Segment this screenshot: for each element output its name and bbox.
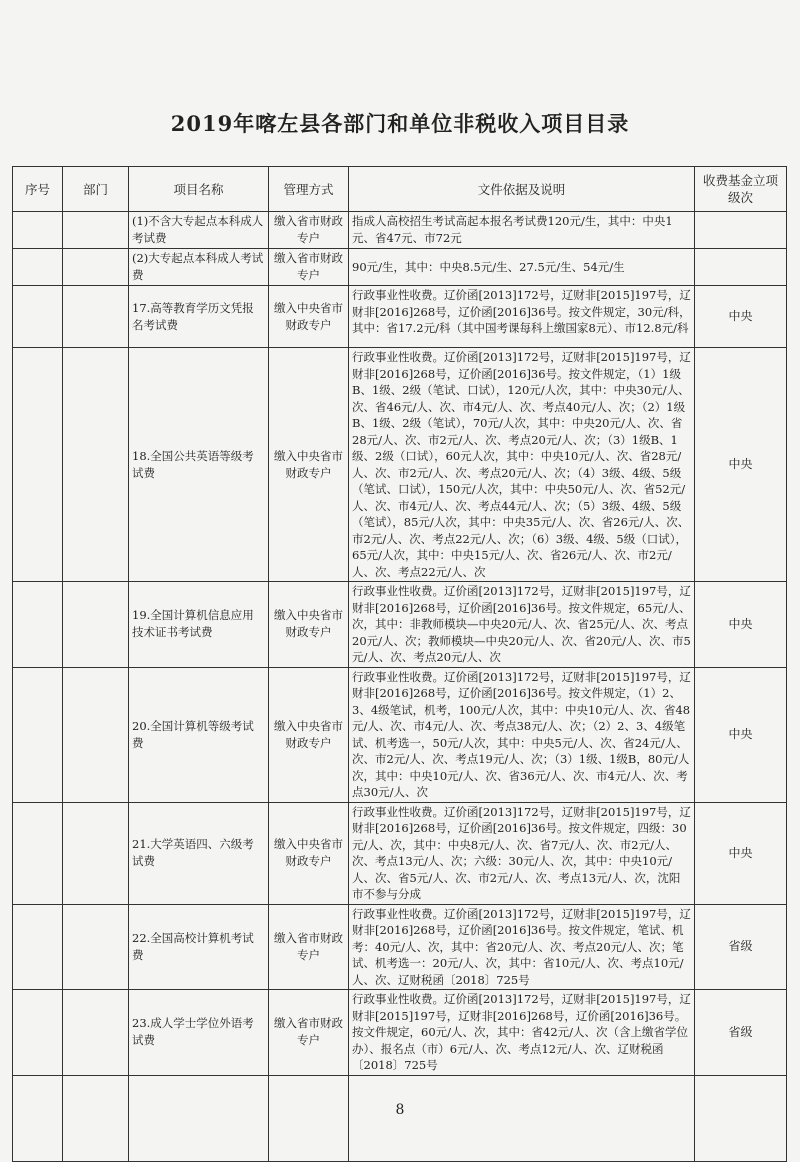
cell-level: 中央 xyxy=(695,348,787,582)
cell-level xyxy=(695,212,787,249)
page-number: 8 xyxy=(395,1102,405,1118)
cell-mgmt: 缴入中央省市财政专户 xyxy=(269,667,349,802)
table-row xyxy=(13,348,787,582)
cell-name: 22.全国高校计算机考试费 xyxy=(129,904,269,990)
header-doc: 文件依据及说明 xyxy=(349,167,695,212)
table-row xyxy=(13,212,787,249)
table-row xyxy=(13,582,787,668)
cell-name: 21.大学英语四、六级考试费 xyxy=(129,802,269,904)
cell-dept xyxy=(63,348,129,582)
document-title: 2019年喀左县各部门和单位非税收入项目目录 xyxy=(170,111,630,136)
cell-seq xyxy=(13,286,63,348)
cell-mgmt: 缴入省市财政专户 xyxy=(269,249,349,286)
cell-mgmt: 缴入中央省市财政专户 xyxy=(269,802,349,904)
cell-doc: 行政事业性收费。辽价函[2013]172号，辽财非[2015]197号，辽财非[2016]268号，辽价函[2016]36号。按文件规定，30元/科，其中：省17.2元/科（其中国考课每科上缴国家8元）、市12.8元/科 xyxy=(349,286,695,348)
cell-mgmt: 缴入省市财政专户 xyxy=(269,904,349,990)
cell-mgmt: 缴入省市财政专户 xyxy=(269,212,349,249)
cell-name: 18.全国公共英语等级考试费 xyxy=(129,348,269,582)
cell-doc: 行政事业性收费。辽价函[2013]172号，辽财非[2015]197号，辽财非[2016]268号，辽价函[2016]36号。按文件规定，（1）2、3、4级笔试，机考，100元/人次，其中：中央10元/人、次、省48元/人、次、市4元/人、次、考点38元/人、次；（2）2、3、4级笔试、机考选一，50元/人次，其中：中央5元/人、次、省24元/人、次、市2元/人、次、考点19元/人、次；（3）1级、1级B，80元/人次，其中：中央10元/人、次、省36元/人、次、市4元/人、次、考点30元/人、次 xyxy=(349,667,695,802)
table-row xyxy=(13,904,787,990)
cell-doc: 行政事业性收费。辽价函[2013]172号，辽财非[2015]197号，辽财非[2015]197号，辽财非[2016]268号，辽价函[2016]36号。按文件规定，60元/人、次，其中：省42元/人、次（含上缴省学位办）、报名点（市）6元/人、次、考点12元/人、次、辽财税函〔2018〕725号 xyxy=(349,990,695,1076)
cell-seq xyxy=(13,1075,63,1161)
cell-doc: 指成人高校招生考试高起本报名考试费120元/生，其中：中央1元、省47元、市72元 xyxy=(349,212,695,249)
cell-doc: 行政事业性收费。辽价函[2013]172号，辽财非[2015]197号，辽财非[2016]268号，辽价函[2016]36号。按文件规定，65元/人、次，其中：非教师模块—中央20元/人、次、省25元/人、次、考点20元/人、次；教师模块—中央20元/人、次、省20元/人、次、市5元/人、次、考点20元/人、次 xyxy=(349,582,695,668)
cell-name: 20.全国计算机等级考试费 xyxy=(129,667,269,802)
cell-seq xyxy=(13,904,63,990)
header-seq: 序号 xyxy=(13,167,63,212)
cell-dept xyxy=(63,904,129,990)
cell-dept xyxy=(63,286,129,348)
cell-level: 中央 xyxy=(695,667,787,802)
header-name: 项目名称 xyxy=(129,167,269,212)
cell-seq xyxy=(13,212,63,249)
cell-level xyxy=(695,1075,787,1161)
cell-seq xyxy=(13,582,63,668)
cell-doc xyxy=(349,1075,695,1161)
cell-level: 中央 xyxy=(695,802,787,904)
table-row-empty xyxy=(13,1075,787,1161)
cell-level: 中央 xyxy=(695,582,787,668)
cell-mgmt: 缴入中央省市财政专户 xyxy=(269,348,349,582)
header-mgmt: 管理方式 xyxy=(269,167,349,212)
cell-doc: 行政事业性收费。辽价函[2013]172号，辽财非[2015]197号，辽财非[2016]268号，辽价函[2016]36号。按文件规定，四级：30元/人、次，其中：中央8元/人、次、省7元/人、次、市2元/人、次、考点13元/人、次；六级：30元/人、次，其中：中央10元/人、次、省5元/人、次、市2元/人、次、考点13元/人、次，沈阳市不参与分成 xyxy=(349,802,695,904)
cell-seq xyxy=(13,990,63,1076)
cell-level: 中央 xyxy=(695,286,787,348)
cell-mgmt: 缴入中央省市财政专户 xyxy=(269,582,349,668)
cell-level xyxy=(695,249,787,286)
cell-name xyxy=(129,1075,269,1161)
header-level: 收费基金立项级次 xyxy=(695,167,787,212)
cell-seq xyxy=(13,667,63,802)
table-row xyxy=(13,990,787,1076)
table-row xyxy=(13,249,787,286)
cell-name: 23.成人学士学位外语考试费 xyxy=(129,990,269,1076)
cell-doc: 行政事业性收费。辽价函[2013]172号，辽财非[2015]197号，辽财非[2016]268号，辽价函[2016]36号。按文件规定，（1）1级B、1级、2级（笔试、口试），120元/人次，其中：中央30元/人、次、省46元/人、次、市4元/人、次、考点40元/人、次；（2）1级B、1级、2级（笔试），70元/人次，其中：中央20元/人、次、省28元/人、次、市2元/人、次、考点20元/人、次；（3）1级B、1级、2级（口试），60元人次，其中：中央10元/人、次、省28元/人、次、市2元/人、次、考点20元/人、次；（4）3级、4级、5级（笔试、口试），150元/人次，其中：中央50元/人、次、省52元/人、次、市4元/人、次、考点44元/人、次；（5）3级、4级、5级（笔试），85元/人次，其中：中央35元/人、次、省26元/人、次、市2元/人、次、考点22元/人、次；（6）3级、4级、5级（口试），65元/人次，其中：中央15元/人、次、省26元/人、次、市2元/人、次、考点22元/人、次 xyxy=(349,348,695,582)
cell-dept xyxy=(63,249,129,286)
cell-dept xyxy=(63,990,129,1076)
cell-doc: 行政事业性收费。辽价函[2013]172号，辽财非[2015]197号，辽财非[2016]268号，辽价函[2016]36号。按文件规定，笔试、机考：40元/人、次，其中：省20元/人、次、考点20元/人、次；笔试、机考选一：20元/人、次，其中：省10元/人、次、考点10元/人、次、辽财税函〔2018〕725号 xyxy=(349,904,695,990)
table-row xyxy=(13,667,787,802)
cell-dept xyxy=(63,212,129,249)
table-row xyxy=(13,286,787,348)
cell-dept xyxy=(63,582,129,668)
cell-name: (1)不含大专起点本科成人考试费 xyxy=(129,212,269,249)
cell-level: 省级 xyxy=(695,904,787,990)
cell-mgmt: 缴入中央省市财政专户 xyxy=(269,286,349,348)
revenue-items-table xyxy=(12,166,787,1162)
table-header-row xyxy=(13,167,787,212)
cell-name: 17.高等教育学历文凭报名考试费 xyxy=(129,286,269,348)
cell-name: 19.全国计算机信息应用技术证书考试费 xyxy=(129,582,269,668)
cell-seq xyxy=(13,249,63,286)
cell-seq xyxy=(13,802,63,904)
cell-seq xyxy=(13,348,63,582)
cell-dept xyxy=(63,802,129,904)
cell-mgmt xyxy=(269,1075,349,1161)
cell-dept xyxy=(63,1075,129,1161)
cell-doc: 90元/生，其中：中央8.5元/生、27.5元/生、54元/生 xyxy=(349,249,695,286)
cell-mgmt: 缴入省市财政专户 xyxy=(269,990,349,1076)
cell-dept xyxy=(63,667,129,802)
header-dept: 部门 xyxy=(63,167,129,212)
table-row xyxy=(13,802,787,904)
cell-name: (2)大专起点本科成人考试费 xyxy=(129,249,269,286)
cell-level: 省级 xyxy=(695,990,787,1076)
